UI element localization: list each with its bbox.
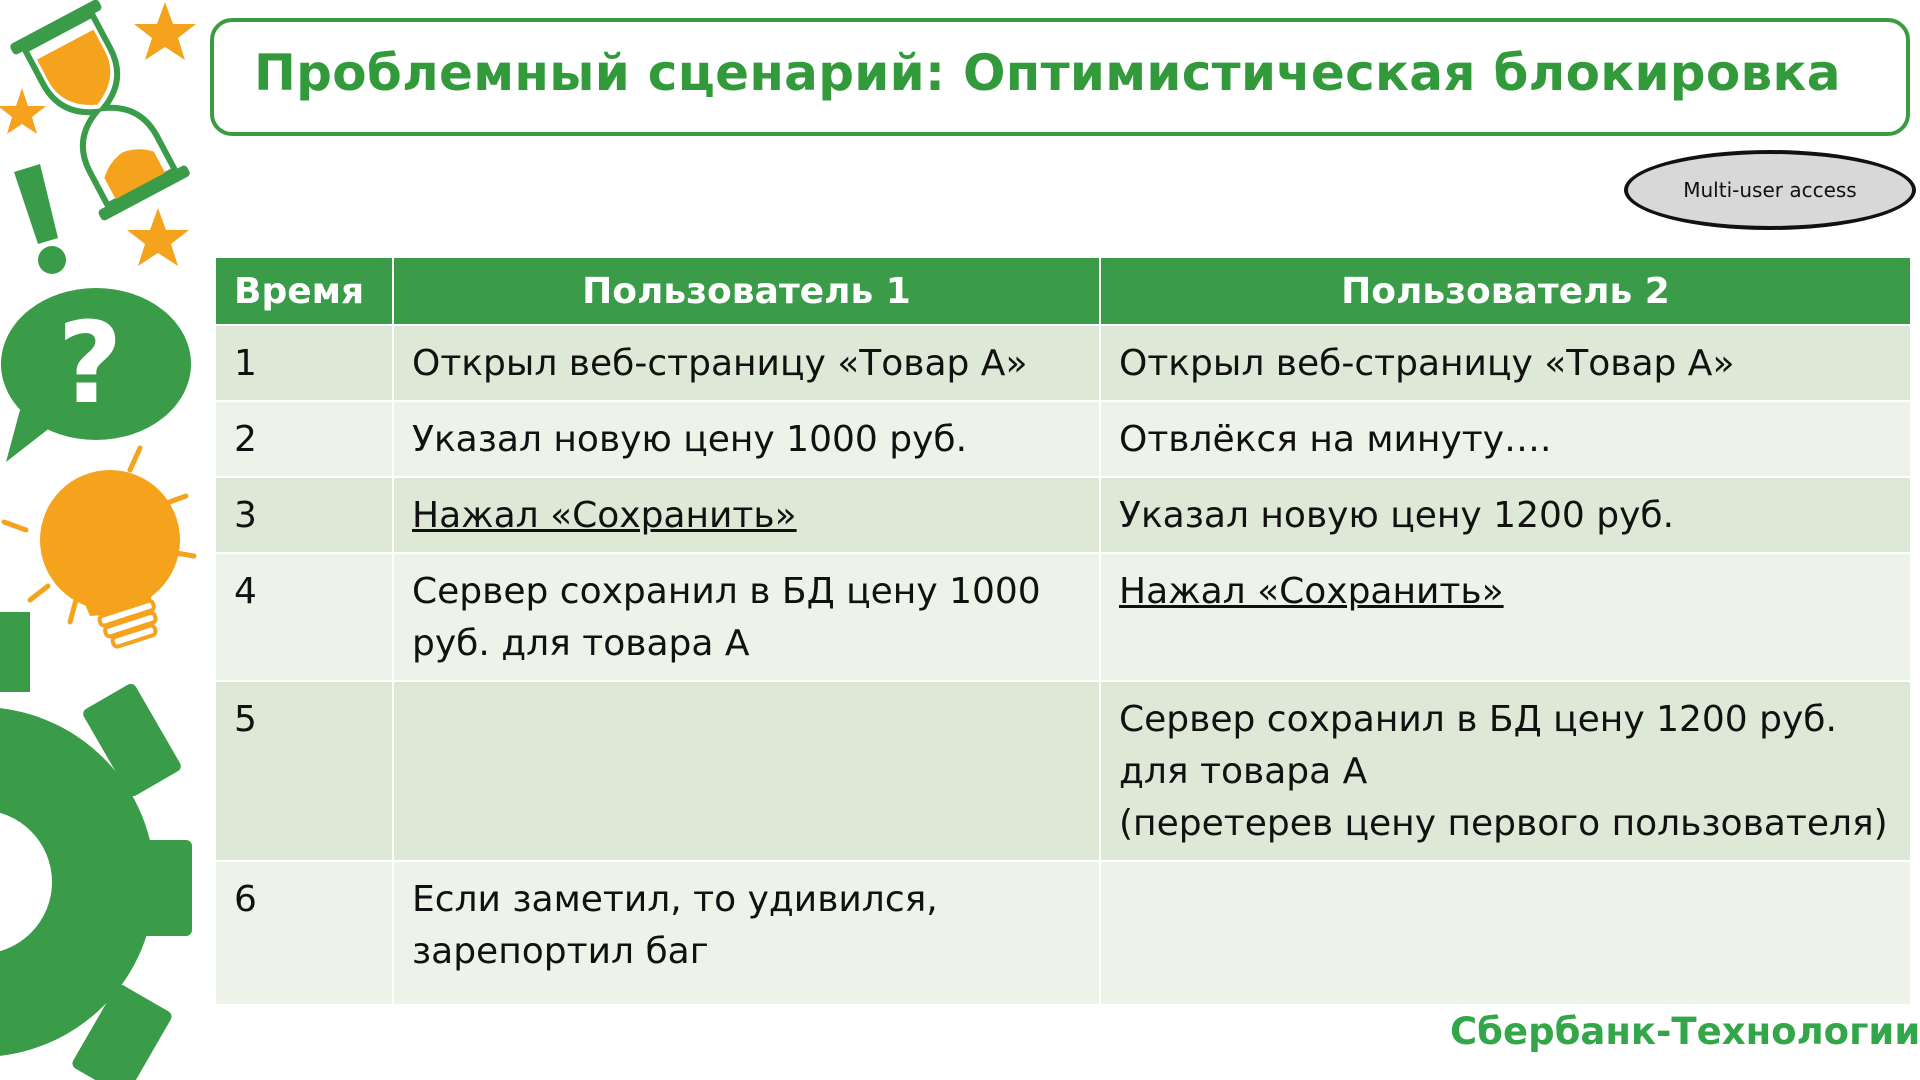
user1-action: Открыл веб-страницу «Товар А» xyxy=(412,343,1028,384)
user2-action: Указал новую цену 1200 руб. xyxy=(1119,495,1675,536)
user1-action-line: руб. для товара А xyxy=(412,623,750,664)
table-row xyxy=(216,401,1910,477)
user1-cell xyxy=(393,325,1100,401)
user2-action: Открыл веб-страницу «Товар А» xyxy=(1119,343,1735,384)
user1-cell xyxy=(393,401,1100,477)
sberbank-logo-text: Сбербанк-Технологии xyxy=(1450,1009,1920,1053)
time-cell: 2 xyxy=(216,401,393,477)
time-cell: 5 xyxy=(216,681,393,861)
user2-save-action: Нажал «Сохранить» xyxy=(1119,571,1504,612)
question-bubble-icon xyxy=(1,288,191,462)
user1-action-line: Сервер сохранил в БД цену 1000 xyxy=(412,571,1041,612)
user2-cell xyxy=(1100,325,1910,401)
user2-cell xyxy=(1100,681,1910,861)
user2-cell xyxy=(1100,401,1910,477)
star-icon xyxy=(0,88,46,134)
user2-action-line: Сервер сохранил в БД цену 1200 руб. xyxy=(1119,699,1837,740)
table-row xyxy=(216,861,1910,1004)
sberbank-logo xyxy=(1438,998,1918,1064)
multi-user-badge: Multi-user access xyxy=(1624,150,1916,230)
gear-icon xyxy=(0,612,192,1080)
time-cell: 4 xyxy=(216,553,393,681)
user2-action-line: для товара А xyxy=(1119,751,1368,792)
user2-action-line: (перетерев цену первого пользователя) xyxy=(1119,803,1888,844)
table-header-row xyxy=(216,258,1910,325)
lightbulb-icon xyxy=(4,448,194,649)
time-cell: 3 xyxy=(216,477,393,553)
svg-text:?: ? xyxy=(57,299,123,429)
user1-cell xyxy=(393,477,1100,553)
user1-action-line: Если заметил, то удивился, xyxy=(412,879,938,920)
title-box xyxy=(210,18,1910,136)
header-time: Время xyxy=(216,258,393,325)
user1-cell xyxy=(393,553,1100,681)
user1-save-action: Нажал «Сохранить» xyxy=(412,495,797,536)
star-icon xyxy=(127,208,189,266)
user1-action-line: зарепортил баг xyxy=(412,931,709,972)
time-cell: 6 xyxy=(216,861,393,1004)
exclamation-icon xyxy=(14,164,66,274)
user2-cell xyxy=(1100,861,1910,1004)
header-user-1: Пользователь 1 xyxy=(393,258,1100,325)
user2-cell xyxy=(1100,553,1910,681)
table-row xyxy=(216,477,1910,553)
table-row xyxy=(216,681,1910,861)
decoration-panel xyxy=(0,0,200,1080)
user1-cell xyxy=(393,681,1100,861)
table-row xyxy=(216,553,1910,681)
user2-action: Отвлёкся на минуту…. xyxy=(1119,419,1552,460)
table-row xyxy=(216,325,1910,401)
header-user-2: Пользователь 2 xyxy=(1100,258,1910,325)
page-title: Проблемный сценарий: Оптимистическая блокировка xyxy=(254,44,1841,102)
time-cell: 1 xyxy=(216,325,393,401)
star-icon xyxy=(134,2,196,60)
scenario-table xyxy=(216,258,1910,1004)
user1-cell xyxy=(393,861,1100,1004)
user2-cell xyxy=(1100,477,1910,553)
user1-action: Указал новую цену 1000 руб. xyxy=(412,419,968,460)
